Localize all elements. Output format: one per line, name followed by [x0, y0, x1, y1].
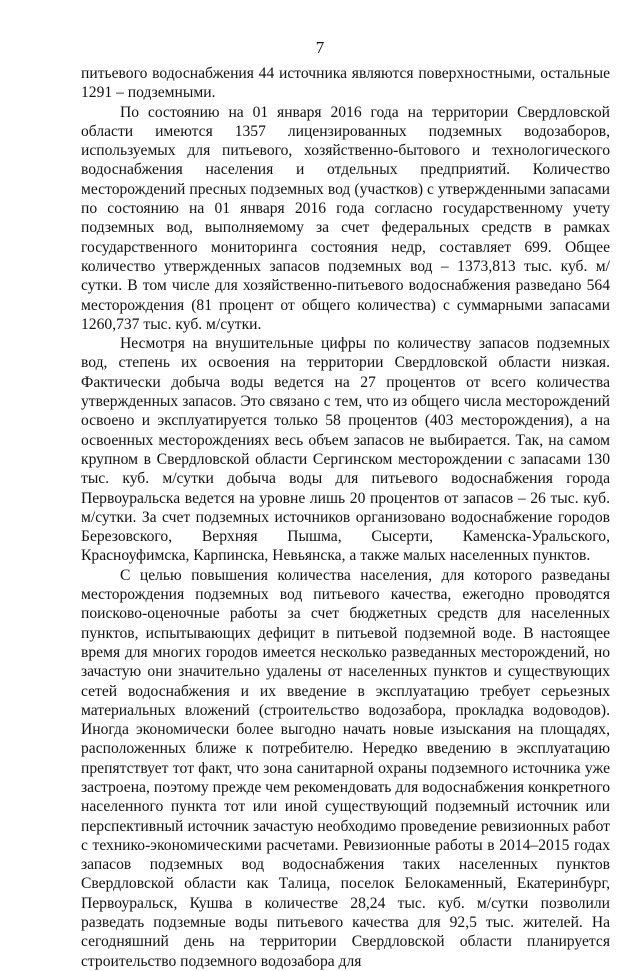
page-number: 7	[315, 38, 325, 57]
paragraph-groundwater-status: По состоянию на 01 января 2016 года на территории Свердловской области имеются 1357 лицензированных подземных водозаборов, используемых для питьевого, хозяйственно-бытового и технологического водоснабжения населения и отдельных предприятий. Количество месторождений пресных подземных вод (участков) с утвержденными запасами по состоянию на 01 января 2016 года согласно государственному учету подземных вод, выполняемому за счет федеральных средств в рамках государственного мониторинга состояния недр, составляет 699. Общее количество утвержденных запасов подземных вод – 1373,813 тыс. куб. м/сутки. В том числе для хозяйственно-питьевого водоснабжения разведано 564 месторождения (81 процент от общего количества) с суммарными запасами 1260,737 тыс. куб. м/сутки.	[81, 103, 610, 333]
paragraph-continuation: питьевого водоснабжения 44 источника являются поверхностными, остальные 1291 – подземными.	[81, 65, 610, 102]
paragraph-development-level: Несмотря на внушительные цифры по количеству запасов подземных вод, степень их освоения на территории Свердловской области низкая. Фактически добыча воды ведется на 27 процентов от всего количества утвержденных запасов. Это связано с тем, что из общего числа месторождений освоено и эксплуатируется только 58 процентов (403 месторождения), а на освоенных месторождениях весь объем запасов не выбирается. Так, на самом крупном в Свердловской области Сергинском месторождении с запасами 130 тыс. куб. м/сутки добыча воды для питьевого водоснабжения города Первоуральска ведется на уровне лишь 20 процентов от запасов – 26 тыс. куб. м/сутки. За счет подземных источников организовано водоснабжение городов Березовского, Верхняя Пышма, Сысерти, Каменска-Уральского, Красноуфимска, Карпинска, Невьянска, а также малых населенных пунктов.	[81, 335, 610, 565]
paragraph-exploration-works: С целью повышения количества населения, для которого разведаны месторождения подземных вод питьевого качества, ежегодно проводятся поисково-оценочные работы за счет бюджетных средств для населенных пунктов, испытывающих дефицит в питьевой подземной воде. В настоящее время для многих городов имеется несколько разведанных месторождений, но зачастую они значительно удалены от населенных пунктов и существующих сетей водоснабжения и их введение в эксплуатацию требует серьезных материальных вложений (строительство водозабора, прокладка водоводов). Иногда экономически более выгодно начать новые изыскания на площадях, расположенных ближе к потребителю. Нередко введению в эксплуатацию препятствует тот факт, что зона санитарной охраны подземного источника уже застроена, поэтому прежде чем рекомендовать для водоснабжения конкретного населенного пункта тот или иной существующий подземный источник или перспективный источник зачастую необходимо проведение ревизионных работ с технико-экономическими расчетами. Ревизионные работы в 2014–2015 годах запасов подземных вод водоснабжения таких населенных пунктов Свердловской области как Талица, поселок Белокаменный, Екатеринбург, Первоуральск, Кушва в количестве 28,24 тыс. куб. м/сутки позволили разведать подземные воды питьевого качества для 92,5 тыс. жителей. На сегодняшний день на территории Свердловской области планируется строительство подземного водозабора для	[81, 566, 610, 970]
document-body	[81, 64, 610, 971]
